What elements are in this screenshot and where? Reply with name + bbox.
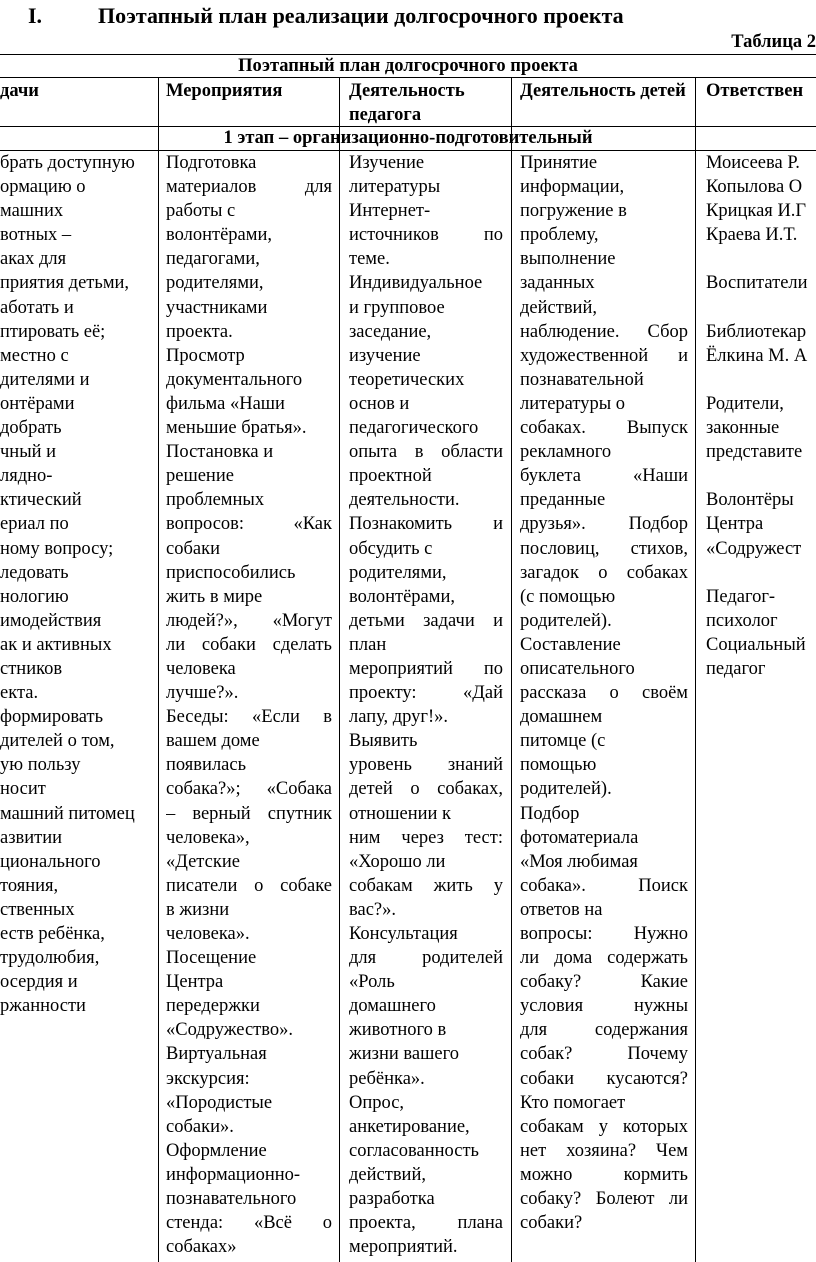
col4-line: Составление [520,634,621,655]
col3-line: отношении к [349,803,452,824]
col1-line: ному вопросу; [0,538,114,559]
col3-line: уровень знаний [349,755,503,776]
col4-line: пословиц, стихов, [520,538,688,559]
col3-line: изучение [349,345,421,366]
col2-line: Подготовка [166,153,257,173]
col1-line: ржанности [0,996,86,1017]
col3-line: педагогического [349,418,479,439]
col4-line: собак? Почему [520,1044,688,1065]
col2-line: материалов для [166,177,332,198]
col2-line: информационно- [166,1164,301,1185]
col3-line: Индивидуальное [349,273,483,294]
col4-line: заданных [520,273,595,294]
col3-line: вас?». [349,899,396,920]
col4-line: рассказа о своём [520,683,688,704]
col5-line [706,464,816,488]
col5-line: Родители, [706,393,784,414]
col3-line: детьми задачи и [349,610,503,631]
stage-title: 1 этап – организационно-подготовительный [223,128,593,148]
col3-line: проекту: «Дай [349,683,503,704]
col2-line: познавательного [166,1189,297,1210]
col5-line: Краева И.Т. [706,225,798,246]
col4-line: информации, [520,177,625,198]
col3-line: Опрос, [349,1092,405,1113]
col2-line: в жизни [166,899,230,920]
col4-line: познавательной [520,369,644,390]
col3-line: Интернет- [349,201,431,222]
col3-line: заседание, [349,321,432,342]
col2-line: участниками [166,297,268,318]
col5-line [706,561,816,585]
col4-line: «Моя любимая [520,851,638,872]
col2-line: лучше?». [166,683,239,704]
col3-line: лапу, друг!». [349,707,449,728]
col2-line: жить в мире [166,586,263,607]
col3-line: Консультация [349,924,458,944]
col3-line: литературы [349,177,441,198]
col3-line: согласованность [349,1140,479,1161]
col2-line: передержки [166,996,260,1017]
col3-line: Выявить [349,731,418,752]
header-teacher-activity: Деятельность педагога [349,81,465,125]
col3-line: детей о собаках, [349,779,503,800]
col4-line: собаки? [520,1213,583,1234]
col1-line: местно с [0,345,69,366]
col4-line: погружение в [520,201,627,222]
col3-line: мероприятий по [349,658,503,679]
col4-line: собака». Поиск [520,875,688,896]
col2-line: Беседы: «Если в [166,707,332,728]
responsible-cell [706,151,816,1261]
col2-line: родителями, [166,273,264,294]
column-divider [511,150,512,1262]
col2-line: Посещение [166,948,257,969]
header-responsible-label: Ответствен [706,81,804,101]
col1-line: добрать [0,418,62,439]
col3-line: проекта, плана [349,1213,503,1234]
col1-line: нологию [0,586,69,607]
col3-line: разработка [349,1189,435,1210]
col2-line: документального [166,369,303,390]
col5-line: психолог [706,610,778,631]
section-number: I. [28,3,43,28]
col4-line: (с помощью [520,586,616,607]
col4-line: друзья». Подбор [520,514,688,535]
col2-line: Виртуальная [166,1044,267,1065]
col3-line: источников по [349,225,503,246]
col2-line: – верный спутник [166,803,332,824]
col5-line: законные [706,418,780,439]
col1-line: ак и активных [0,634,112,655]
col2-line: фильма «Наши [166,393,285,414]
activities-cell [166,151,332,1261]
col4-line: питомце (с [520,731,606,752]
col2-line: проблемных [166,490,265,511]
col2-line: вашем доме [166,731,260,752]
col3-line: волонтёрами, [349,586,455,607]
col2-line: стенда: «Всё о [166,1213,332,1234]
col2-line: человека [166,658,236,679]
col2-line: Просмотр [166,345,245,366]
col2-line: вопросов: «Как [166,514,332,535]
col1-line: онтёрами [0,393,75,414]
col4-line: Кто помогает [520,1092,626,1113]
col4-line: художественной и [520,345,688,366]
col3-line: Изучение [349,153,425,173]
col5-line: представите [706,442,803,463]
section-title: Поэтапный план реализации долгосрочного проекта [98,3,624,28]
col1-line: чный и [0,442,57,463]
col4-line: родителей). [520,610,612,631]
col4-line: действий, [520,297,597,318]
col5-line: педагог [706,658,766,679]
col2-line: появилась [166,755,247,776]
col4-line: описательного [520,658,635,679]
col1-line: ционального [0,851,101,872]
col2-line: человека». [166,924,250,944]
col1-line: ормацию о [0,177,86,198]
col3-line: и групповое [349,297,445,318]
col3-line: анкетирование, [349,1116,470,1137]
col4-line: собаку? Какие [520,972,688,993]
col5-line [706,368,816,392]
col3-line: деятельности. [349,490,460,511]
col1-line: азвитии [0,827,63,848]
col3-line: «Роль [349,972,395,993]
col4-line: наблюдение. Сбор [520,321,688,342]
col4-line: выполнение [520,249,616,270]
col4-line: проблему, [520,225,599,246]
col3-line: для родителей [349,948,503,969]
section-heading [28,2,808,30]
col1-line: еств ребёнка, [0,924,105,944]
table-caption: Поэтапный план долгосрочного проекта [238,56,578,76]
col3-line: действий, [349,1164,426,1185]
col2-line: Центра [166,972,224,993]
col2-line: приспособились [166,562,296,583]
col3-line: ребёнка». [349,1068,425,1089]
col4-line: ответов на [520,899,603,920]
col4-line: помощью [520,755,597,776]
col3-line: «Хорошо ли [349,851,446,872]
col1-line: аботать и [0,297,74,318]
col1-line: ктический [0,490,82,511]
col2-line: волонтёрами, [166,225,272,246]
col2-line: проекта. [166,321,233,342]
col4-line: нет хозяина? Чем [520,1140,688,1161]
col2-line: собака?»; «Собака [166,779,332,800]
col4-line: собаках. Выпуск [520,418,688,439]
col1-line: ую пользу [0,755,81,776]
col3-line: проектной [349,466,432,487]
col2-line: собаках» [166,1237,237,1258]
col3-line: основ и [349,393,410,414]
col2-line: меньшие братья». [166,418,307,439]
col1-line: птировать её; [0,321,106,342]
col2-line: решение [166,466,234,487]
col4-line: ли дома содержать [520,948,688,969]
col4-line: Принятие [520,153,598,173]
col2-line: Постановка и [166,442,274,463]
col2-line: ли собаки сделать [166,634,332,655]
col2-line: собаки [166,538,220,559]
col4-line: родителей). [520,779,612,800]
col3-line: жизни вашего [349,1044,459,1065]
col5-line: Моисеева Р. [706,153,800,173]
col5-line: Библиотекар [706,321,807,342]
col3-line: теоретических [349,369,465,390]
col3-line: животного в [349,1020,447,1041]
col3-line: теме. [349,249,390,270]
col4-line: вопросы: Нужно [520,924,688,944]
col2-line: людей?», «Могут [166,610,332,631]
col4-line: домашнем [520,707,603,728]
col3-line: план [349,634,387,655]
col4-line: литературы о [520,393,626,414]
col2-line: человека», [166,827,250,848]
header-children-activity: Деятельность детей [520,81,686,101]
column-divider [695,150,696,1262]
col3-line: обсудить с [349,538,433,559]
col3-line: домашнего [349,996,436,1017]
col4-line: собаки кусаются? [520,1068,688,1089]
col1-line: машних [0,201,64,222]
col5-line: Ёлкина М. А [706,345,808,366]
col1-line: тояния, [0,875,59,896]
col1-line: аках для [0,249,67,270]
header-tasks: дачи [0,81,39,101]
col3-line: собакам жить у [349,875,503,896]
column-divider [158,150,159,1262]
col2-line: собаки». [166,1116,234,1137]
col3-line: Познакомить и [349,514,503,535]
col2-line: «Детские [166,851,240,872]
header-responsible [706,79,816,125]
col5-line [706,296,816,320]
children-activity-cell [520,151,688,1261]
col5-line: Волонтёры [706,490,794,511]
tasks-cell [0,151,152,1261]
col1-line: дителями и [0,369,90,390]
col4-line: буклета «Наши [520,466,688,487]
header-activities: Мероприятия [166,81,283,101]
col3-line: опыта в области [349,442,503,463]
col1-line: осердия и [0,972,78,993]
col1-line: брать доступную [0,153,135,173]
col5-line: Крицкая И.Г [706,201,807,222]
col4-line: для содержания [520,1020,688,1041]
col4-line: Подбор [520,803,580,824]
col4-line: условия нужны [520,996,688,1017]
col1-line: носит [0,779,46,800]
col3-line: родителями, [349,562,447,583]
col4-line: фотоматериала [520,827,639,848]
col1-line: вотных – [0,225,72,246]
col4-line: преданные [520,490,606,511]
col1-line: машний питомец [0,803,135,824]
col4-line: можно кормить [520,1164,688,1185]
col1-line: формировать [0,707,104,728]
col2-line: «Породистые [166,1092,273,1113]
col5-line: Центра [706,514,764,535]
col1-line: ериал по [0,514,69,535]
col1-line: лядно- [0,466,53,487]
col4-line: собаку? Болеют ли [520,1189,688,1210]
teacher-activity-cell [349,151,503,1261]
col2-line: «Содружество». [166,1020,293,1041]
col2-line: педагогами, [166,249,260,270]
col4-line: рекламного [520,442,612,463]
col2-line: писатели о собаке [166,875,332,896]
col2-line: экскурсия: [166,1068,250,1089]
col5-line: Воспитатели [706,273,808,294]
column-divider [339,150,340,1262]
col2-line: работы с [166,201,236,222]
col5-line: «Содружест [706,538,802,559]
col1-line: имодействия [0,610,102,631]
col5-line: Копылова О [706,177,803,198]
col1-line: ледовать [0,562,69,583]
col1-line: трудолюбия, [0,948,100,969]
table-label: Таблица 2 [731,32,816,52]
col5-line: Социальный [706,634,806,655]
col1-line: приятия детьми, [0,273,130,294]
col2-line: Оформление [166,1140,267,1161]
col3-line: мероприятий. [349,1237,458,1258]
col4-line: загадок о собаках [520,562,688,583]
col1-line: дителей о том, [0,731,115,752]
col1-line: стников [0,658,63,679]
col4-line: собакам у которых [520,1116,688,1137]
col5-line: Педагог- [706,586,776,607]
col1-line: екта. [0,683,39,704]
col3-line: ним через тест: [349,827,503,848]
col1-line: ственных [0,899,75,920]
col5-line [706,247,816,271]
